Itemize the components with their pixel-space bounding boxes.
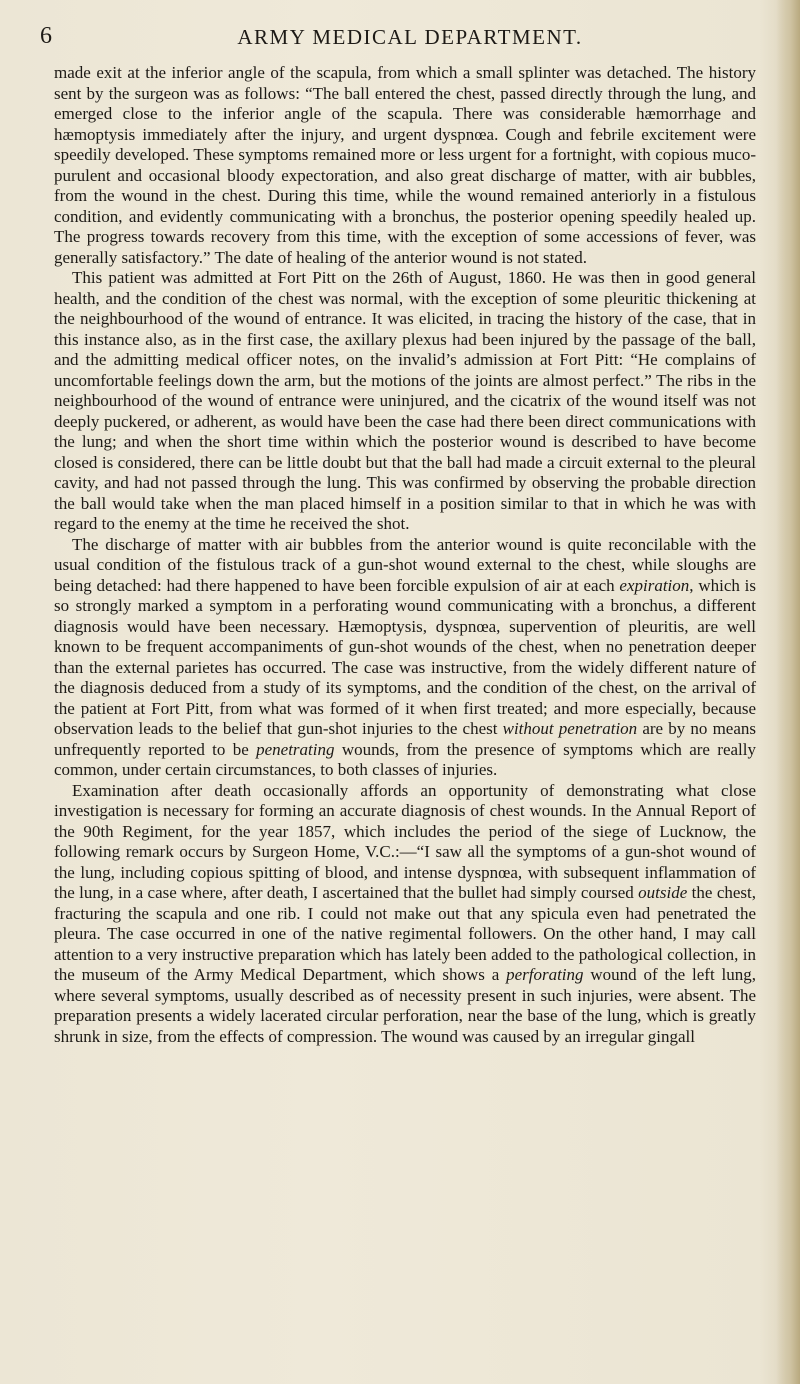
paragraph <box>54 268 756 535</box>
text-run: Examination after death occasionally affords an opportunity of demonstrating what close investigation is necessary for forming an accurate diagnosis of chest wounds. In the Annual Report of the 90th Regiment, for the year 1857, which includes the period of the siege of Lucknow, the following remark occurs by Surgeon Home, V.C.:—“I saw all the symptoms of a gun-shot wound of the lung, including copious spitting of blood, and intense dyspnœa, with subsequent inflammation of the lung, in a case where, after death, I ascertained that the bullet had simply coursed <box>54 780 756 902</box>
italic-term: without penetration <box>502 719 638 738</box>
text-run: , which is so strongly marked a symptom in a perforating wound communicating with a bronchus, a different diagnosis would have been necessary. Hæmoptysis, dyspnœa, supervention of pleuritis, are well known to be frequent accompaniments of gun-shot wounds of the chest, when no penetration deeper than the external parietes has occurred. The case was instructive, from the widely different nature of the diagnosis deduced from a study of its symptoms, and the condition of the chest, on the arrival of the patient at Fort Pitt, from what was formed of it when first treated; and more especially, because observation leads to the belief that gun-shot injuries to the chest <box>54 575 756 738</box>
text-run: wounds, from the presence of symptoms which are really common, under certain circumstances, to both classes of injuries. <box>54 739 756 779</box>
page-header <box>40 22 780 52</box>
text-run: The discharge of matter with air bubbles from the anterior wound is quite reconcilable with the usual condition of the fistulous track of a gun-shot wound external to the chest, while sloughs are being detached: had there happened to have been forcible expulsion of air at each <box>54 534 756 595</box>
italic-term: expiration <box>619 575 690 595</box>
page-edge-shadow <box>776 0 800 1384</box>
italic-term: penetrating <box>256 739 335 759</box>
paragraph <box>54 535 756 781</box>
italic-term: outside <box>638 883 688 902</box>
page-number: 6 <box>40 23 52 49</box>
body-text <box>54 63 756 1047</box>
paragraph <box>54 781 756 1048</box>
running-head: ARMY MEDICAL DEPARTMENT. <box>237 25 583 49</box>
italic-term: perforating <box>506 965 584 984</box>
text-run: This patient was admitted at Fort Pitt on the 26th of August, 1860. He was then in good general health, and the condition of the chest was normal, with the exception of some pleuritic thickening at the neighbourhood of the wound of entrance. It was elicited, in tracing the history of the case, that in this instance also, as in the first case, the axillary plexus had been injured by the passage of the ball, and the admitting medical officer notes, on the invalid’s admission at Fort Pitt: “He complains of uncomfortable feelings down the arm, but the motions of the joints are almost perfect.” The ribs in the neighbourhood of the wound of entrance were uninjured, and the cicatrix of the wound itself was not deeply puckered, or adherent, as would have been the case had there been direct communications with the lung; and when the short time within which the posterior wound is described to have become closed is considered, there can be little doubt but that the ball had made a circuit external to the pleural cavity, and had not passed through the lung. This was confirmed by observing the probable direction the ball would take when the man placed himself in a position similar to that in which he was with regard to the enemy at the time he received the shot. <box>54 268 756 533</box>
paragraph <box>54 63 756 268</box>
text-run: are by no means unfrequently reported to be <box>54 719 756 759</box>
text-run: the chest, fracturing the scapula and one rib. I could not make out that any spicula even had penetrated the pleura. The case occurred in one of the native regimental followers. On the other hand, I may call attention to a very instructive preparation which has lately been added to the pathological collection, in the museum of the Army Medical Department, which shows a <box>54 883 756 984</box>
text-run: wound of the left lung, where several symptoms, usually described as of necessity present in such injuries, were absent. The preparation presents a widely lacerated circular perforation, near the base of the lung, which is greatly shrunk in size, from the effects of compression. The wound was caused by an irregular gingall <box>54 965 756 1046</box>
text-run: made exit at the inferior angle of the scapula, from which a small splinter was detached. The history sent by the surgeon was as follows: “The ball entered the chest, passed directly through the lung, and emerged close to the inferior angle of the scapula. There was considerable hæmorrhage and hæmoptysis immediately after the injury, and urgent dyspnœa. Cough and febrile excitement were speedily developed. These symptoms remained more or less urgent for a fortnight, with copious muco-purulent and occasional bloody expectoration, and also great discharge of matter, with air bubbles, from the wound in the chest. During this time, while the wound remained anteriorly in a fistulous condition, and evidently communicating with a bronchus, the posterior opening speedily healed up. The progress towards recovery from this time, with the exception of some accessions of fever, was generally satisfactory.” The date of healing of the anterior wound is not stated. <box>54 63 756 267</box>
